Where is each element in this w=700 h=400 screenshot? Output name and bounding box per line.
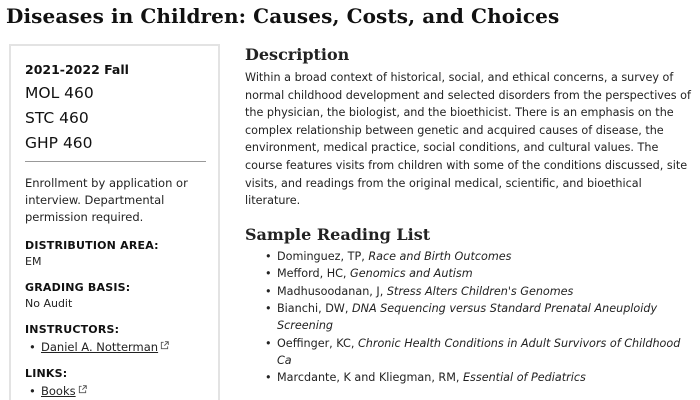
description-heading: Description — [245, 45, 350, 64]
reading-title: DNA Sequencing versus Standard Prenatal Aneuploidy Screening — [277, 302, 658, 333]
list-item — [245, 369, 697, 386]
page-title: Diseases in Children: Causes, Costs, and Choices — [6, 4, 560, 28]
reading-title: Genomics and Autism — [350, 267, 473, 281]
course-number-stc: STC 460 — [25, 109, 89, 127]
reading-author: Oeffinger, KC, — [277, 336, 358, 350]
list-item — [245, 335, 697, 369]
reading-author: Marcdante, K and Kliegman, RM, — [277, 371, 463, 385]
reading-author: Mefford, HC, — [277, 267, 351, 281]
grading-basis-label: GRADING BASIS: — [25, 281, 131, 294]
list-item — [245, 248, 697, 265]
course-number-mol: MOL 460 — [25, 84, 94, 102]
reading-list — [245, 248, 697, 387]
books-link[interactable]: Books — [41, 384, 76, 398]
distribution-area-label: DISTRIBUTION AREA: — [25, 239, 159, 252]
instructors-list — [25, 339, 204, 356]
course-details-sidebar — [9, 44, 220, 400]
reading-title: Essential of Pediatrics — [462, 371, 586, 385]
grading-basis-value: No Audit — [25, 297, 73, 310]
list-item — [25, 339, 204, 356]
reading-title: Stress Alters Children's Genomes — [386, 284, 574, 298]
term-label: 2021-2022 Fall — [25, 62, 129, 77]
reading-title: Race and Birth Outcomes — [368, 249, 512, 263]
list-item — [245, 283, 697, 300]
external-link-icon — [160, 341, 169, 350]
reading-author: Madhusoodanan, J, — [277, 284, 387, 298]
links-list — [25, 383, 204, 400]
distribution-area-value: EM — [25, 255, 42, 268]
list-item — [245, 265, 697, 282]
instructors-label: INSTRUCTORS: — [25, 323, 120, 336]
description-text: Within a broad context of historical, social, and ethical concerns, a survey of normal childhood development and selected disorders from the perspectives of the physician, the biologist, and the bioethicist. There is an emphasis on the complex relationship between genetic and acquired causes of disease, the environment, medical practice, social conditions, and cultural values. The course features visits from children with some of the conditions discussed, site visits, and readings from the original medical, scientific, and bioethical literature. — [245, 71, 691, 208]
external-link-icon — [78, 385, 87, 394]
instructor-link[interactable]: Daniel A. Notterman — [41, 340, 159, 354]
enrollment-note: Enrollment by application or interview. Departmental permission required. — [25, 176, 188, 224]
reading-title: Chronic Health Conditions in Adult Survivors of Childhood Ca — [277, 336, 681, 367]
list-item — [25, 383, 204, 400]
reading-author: Bianchi, DW, — [277, 302, 352, 316]
course-main-content — [245, 44, 697, 387]
course-number-ghp: GHP 460 — [25, 134, 93, 152]
divider — [25, 161, 206, 162]
list-item — [245, 300, 697, 334]
links-label: LINKS: — [25, 367, 68, 380]
reading-author: Dominguez, TP, — [277, 249, 369, 263]
reading-list-heading: Sample Reading List — [245, 224, 431, 244]
